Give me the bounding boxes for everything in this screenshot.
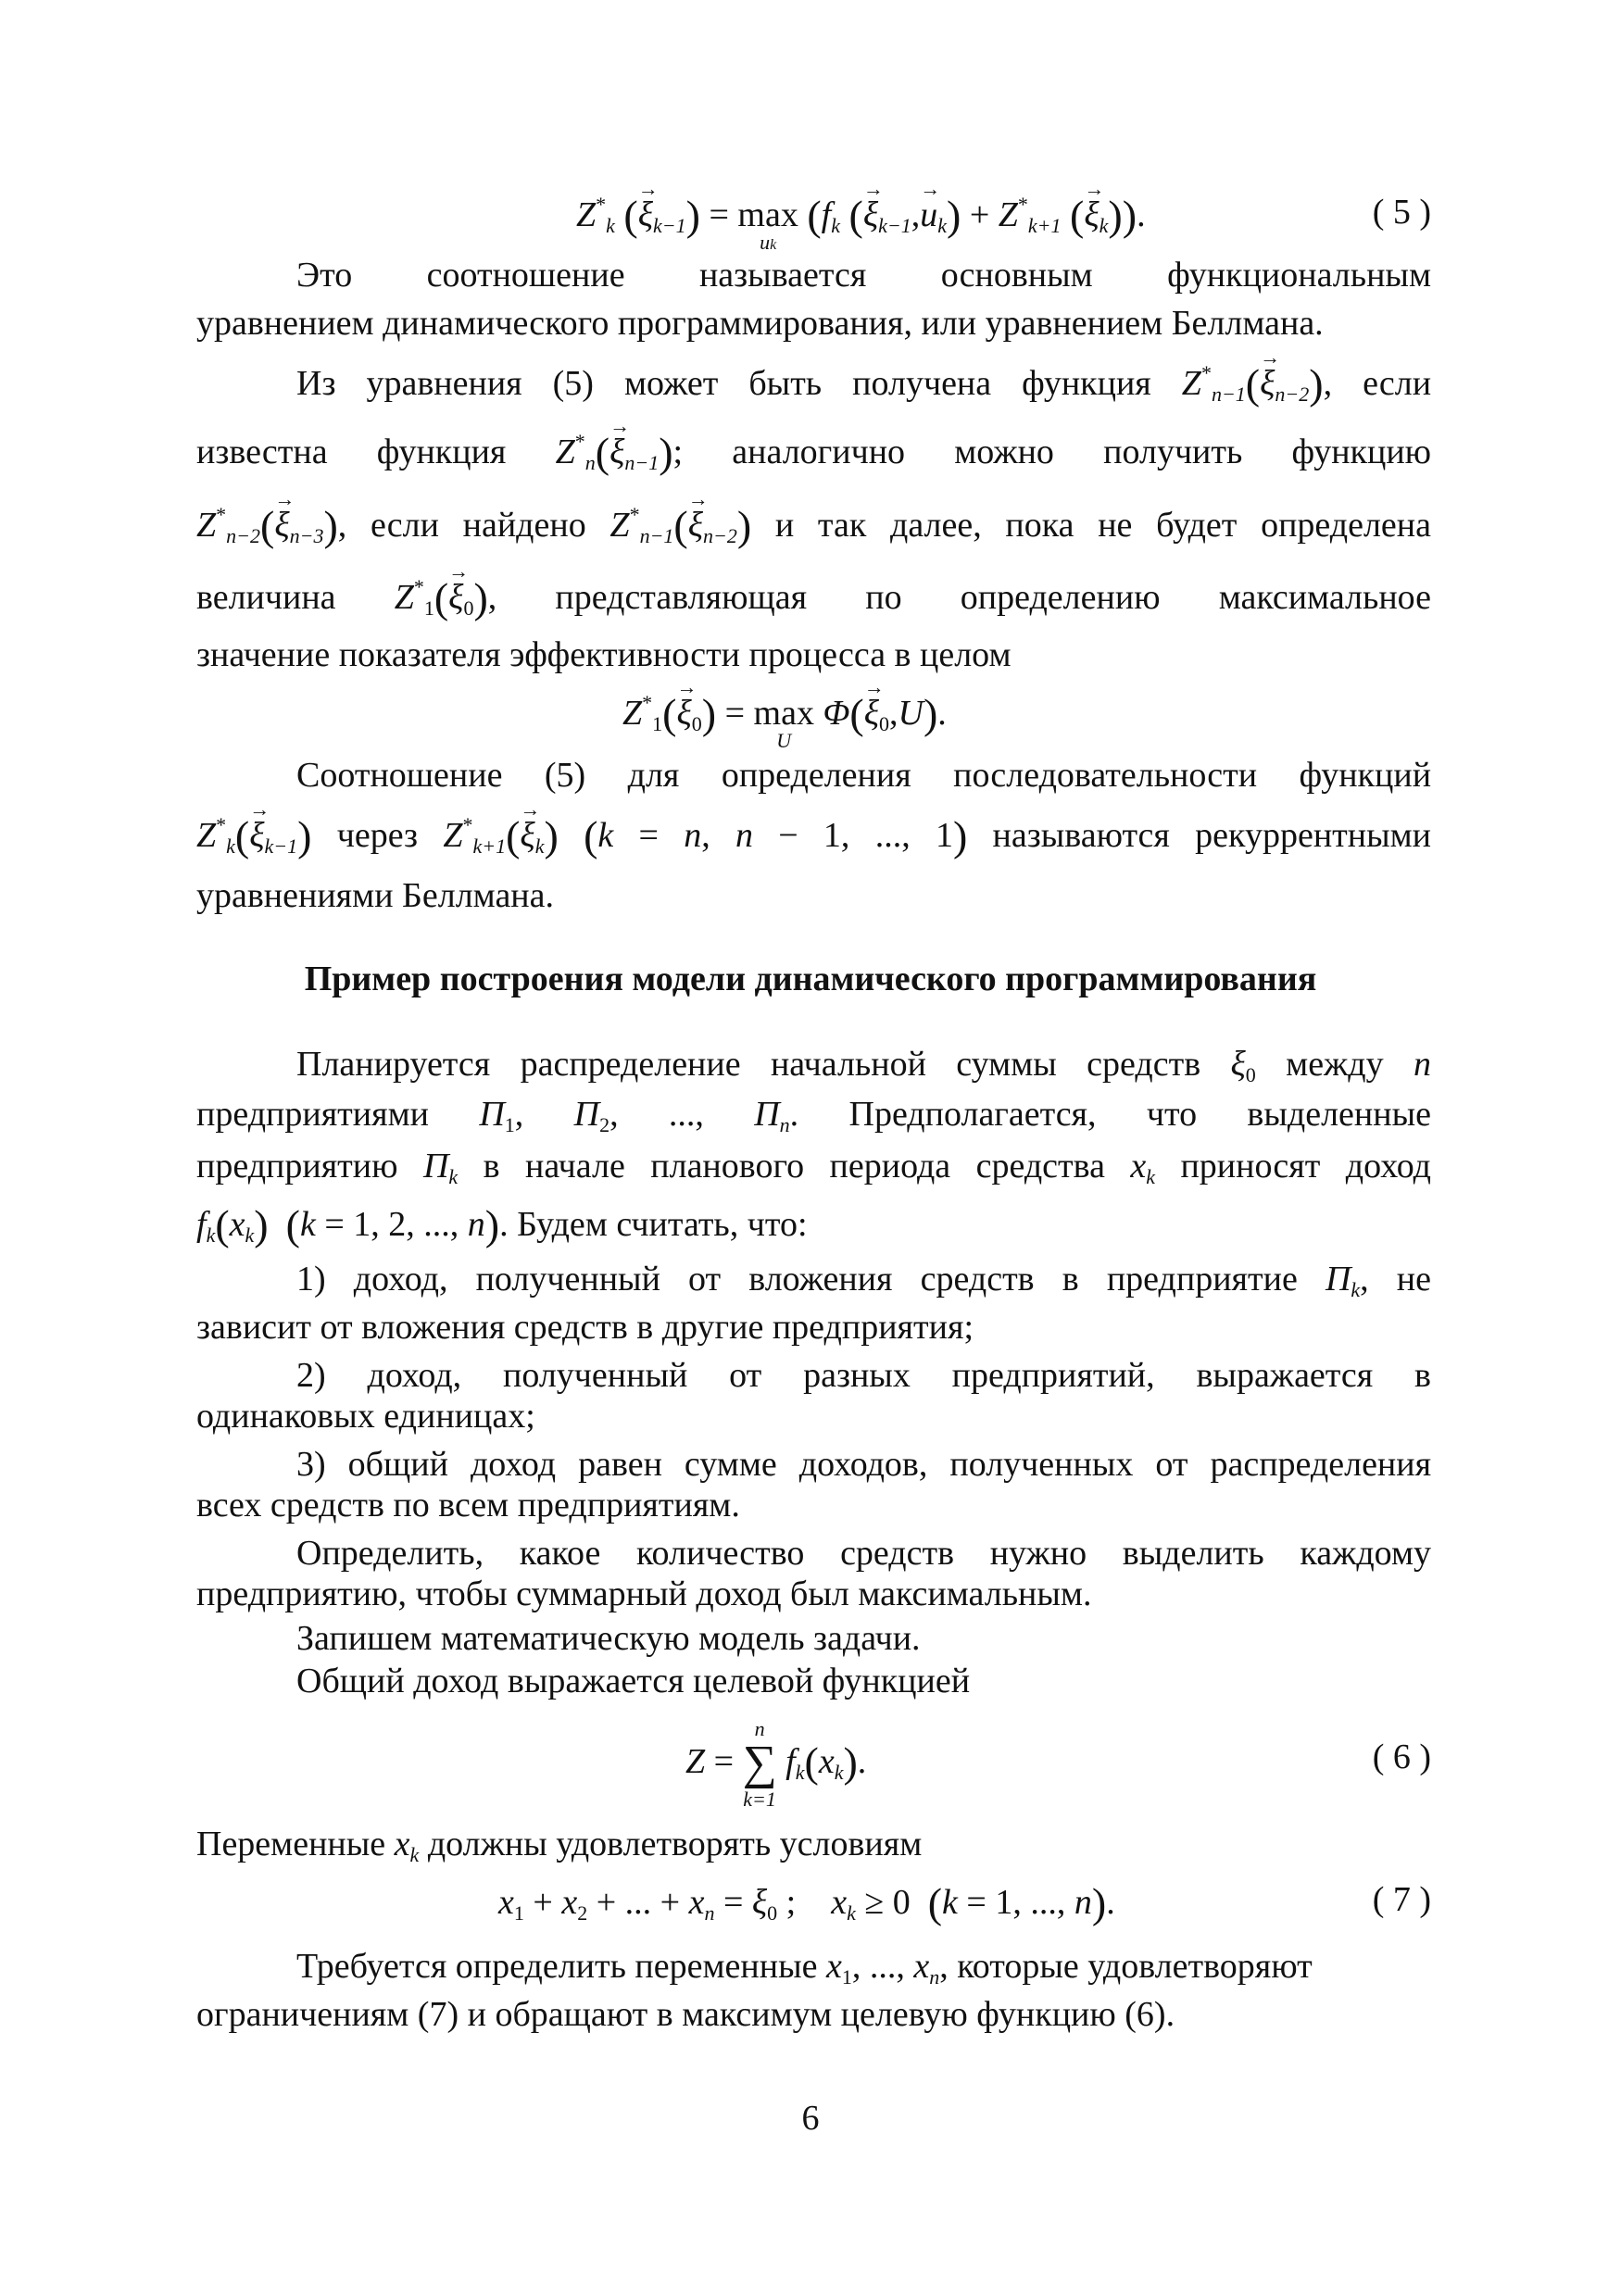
formula-pk: Пk [422,1147,459,1188]
list-item-1-line2: зависит от вложения средств в другие предприятия; [196,1308,974,1347]
para5-line1: Определить, какое количество средств нужно выделить каждому [296,1534,1431,1573]
list-item-2-line1: 2) доход, полученный от разных предприятий, выражается в [296,1356,1431,1395]
list-item-2-line2: одинаковых единицах; [196,1397,535,1436]
equation-5: Z*k (→ ξk−1) = max uk (fk (→ ξk−1,→ uk) + Z*k+1 (→ ξk)). [576,194,1146,237]
formula-z-n-2: Z*n−2(→ ξn−3), [196,506,346,545]
formula-k-range: (k = n, n − 1, ..., 1) [584,812,968,859]
para5-line4: Общий доход выражается целевой функцией [296,1662,971,1700]
para2-line1: Из уравнения (5) может быть получена функция Z*n−1(→ ξn−2), если [296,363,1431,406]
para7-line2: ограничениям (7) и обращают в максимум целевую функцию (6). [196,1995,1175,2034]
list-item-3-line2: всех средств по всем предприятиям. [196,1486,740,1524]
formula-z-k: Z*k(→ ξk−1) [196,816,311,855]
eq5-z: Z [576,195,597,234]
para3-line1: Соотношение (5) для определения последовательности функций [296,756,1432,795]
formula-xk: xk [1130,1147,1156,1188]
para4-line1: Планируется распределение начальной суммы средств ξ0 между n [296,1045,1432,1086]
equation-number-7: ( 7 ) [1372,1880,1431,1919]
para2-line4: величина Z*1(→ ξ0), представляющая по определению максимальное [196,577,1431,620]
formula-z-k1: Z*k+1(→ ξk) [443,816,558,855]
equation-6: Z = ∑ n k=1 fk(xk). [685,1717,867,1811]
formula-z-n-1-b: Z*n−1(→ ξn−2) [609,506,751,545]
formula-pk-2: Пk, [1325,1260,1369,1301]
para4-line3: предприятию Пk в начале планового периода средства xk приносят доход [196,1147,1431,1188]
eq5-max: max uk [737,195,798,254]
section-heading: Пример построения модели динамического программирования [304,960,1317,998]
equation-number-5: ( 5 ) [1372,193,1431,232]
list-item-1-line1: 1) доход, полученный от вложения средств в предприятие Пk, не [296,1260,1431,1301]
formula-z-n-1: Z*n−1(→ ξn−2), [1182,364,1332,403]
formula-z-1: Z*1(→ ξ0), [395,578,497,617]
para7-line1: Требуется определить переменные x1, ..., xn, которые удовлетворяют [296,1947,1313,1989]
para2-line3: Z*n−2(→ ξn−3), если найдено Z*n−1(→ ξn−2) и так далее, пока не будет определена [196,505,1431,547]
para4-line2: предприятиями П1, П2, ..., Пn. Предполагается, что выделенные [196,1095,1431,1136]
para3-line3: уравнениями Беллмана. [196,876,555,915]
formula-x1-xn: x1, ..., xn [826,1947,940,1989]
formula-xi0: ξ0 [1230,1045,1256,1086]
page-number: 6 [801,2099,820,2138]
list-item-3-line1: 3) общий доход равен сумме доходов, полученных от распределения [296,1445,1432,1484]
eq-z1-max: max U [753,694,814,752]
para1-line2: уравнением динамического программирования, или уравнением Беллмана. [196,304,1324,343]
para2-line5: значение показателя эффективности процесса в целом [196,635,1012,674]
para6-line1: Переменные xk должны удовлетворять условиям [196,1825,923,1866]
para4-line4: fk(xk) (k = 1, 2, ..., n). Будем считать, что: [196,1201,808,1248]
formula-z-n: Z*n(→ ξn−1); [556,433,684,471]
formula-xk-2: xk [394,1825,420,1866]
para3-line2: Z*k(→ ξk−1) через Z*k+1(→ ξk) (k = n, n − 1, ..., 1) называются рекуррентными [196,815,1431,858]
para2-line2: известна функция Z*n(→ ξn−1); аналогично можно получить функцию [196,432,1431,474]
equation-number-6: ( 6 ) [1372,1738,1431,1776]
para1-line1: Это соотношение называется основным функциональным [296,256,1431,295]
equation-z1-max: Z*1(→ ξ0) = max U Φ(→ ξ0,U). [622,693,947,735]
formula-enterprises: П1, П2, ..., Пn. [479,1095,799,1136]
para5-line2: предприятию, чтобы суммарный доход был максимальным. [196,1575,1092,1613]
formula-n: n [1414,1045,1432,1084]
equation-7: x1 + x2 + ... + xn = ξ0 ; xk ≥ 0 (k = 1, ..., n). [498,1879,1115,1926]
para5-line3: Запишем математическую модель задачи. [296,1619,921,1658]
sum-symbol: ∑ n k=1 [742,1717,777,1811]
formula-fk: fk(xk) (k = 1, 2, ..., n) [196,1201,500,1248]
